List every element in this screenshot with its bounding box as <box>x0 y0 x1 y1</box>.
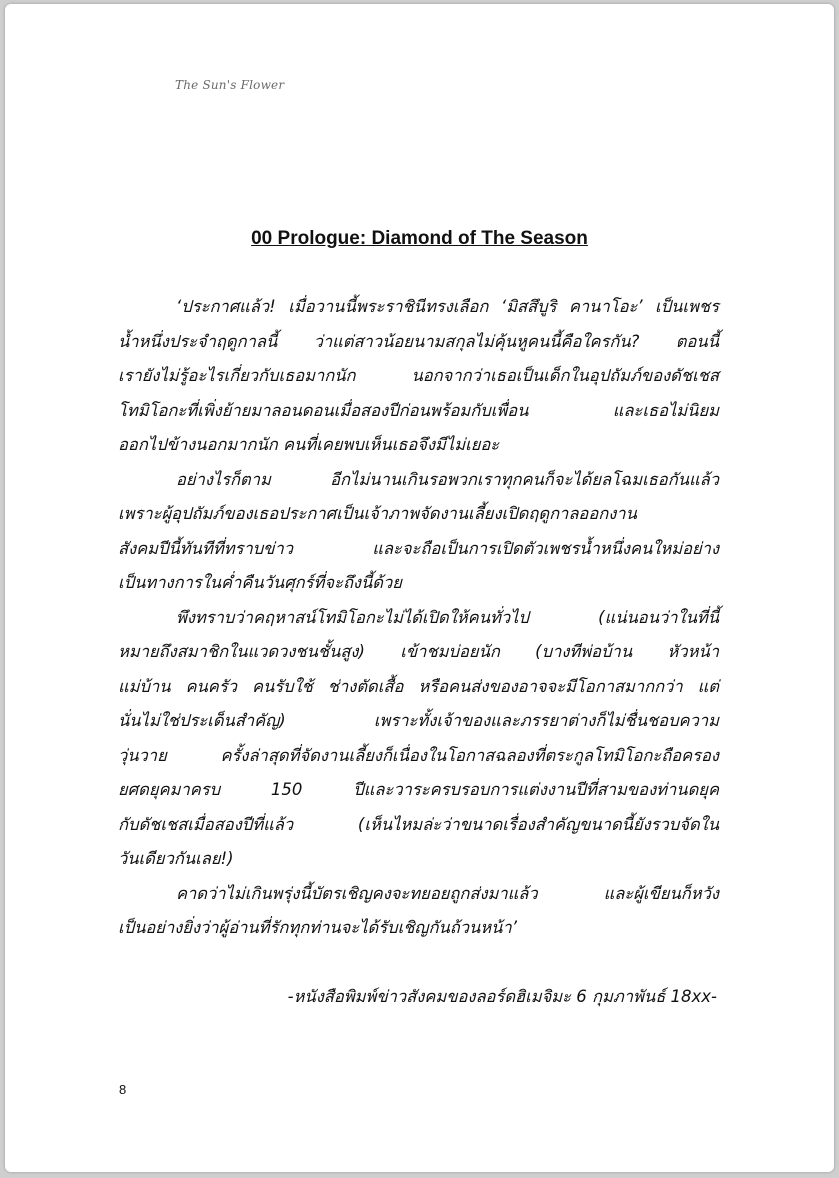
text-line: กับดัชเชสเมื่อสองปีที่แล้ว (เห็นไหมล่ะว่าขนาดเรื่องสำคัญขนาดนี้ยังรวบจัดใน <box>118 814 719 834</box>
paragraph <box>118 601 719 877</box>
text-line: น้ำหนึ่งประจำฤดูกาลนี้ ว่าแต่สาวน้อยนามสกุลไม่คุ้นหูคนนี้คือใครกัน? ตอนนี้ <box>118 331 719 351</box>
text-line: วุ่นวาย ครั้งล่าสุดที่จัดงานเลี้ยงก็เนื่องในโอกาสฉลองที่ตระกูลโทมิโอกะถือครอง <box>118 745 719 765</box>
paragraph <box>118 290 719 463</box>
body-text <box>118 290 719 946</box>
text-line: วันเดียวกันเลย!) <box>118 849 234 868</box>
chapter-title: 00 Prologue: Diamond of The Season <box>251 228 588 249</box>
text-line: แม่บ้าน คนครัว คนรับใช้ ช่างตัดเสื้อ หรือคนส่งของอาจจะมีโอกาสมากกว่า แต่ <box>118 676 719 696</box>
document-page <box>5 4 834 1172</box>
text-line: อย่างไรก็ตาม อีกไม่นานเกินรอพวกเราทุกคนก็จะได้ยลโฉมเธอกันแล้ว <box>176 469 719 489</box>
text-line: เพราะผู้อุปถัมภ์ของเธอประกาศเป็นเจ้าภาพจัดงานเลี้ยงเปิดฤดูกาลออกงาน <box>118 504 637 523</box>
paragraph <box>118 463 719 601</box>
text-line: ออกไปข้างนอกมากนัก คนที่เคยพบเห็นเธอจึงมีไม่เยอะ <box>118 435 500 454</box>
text-line: นั่นไม่ใช่ประเด็นสำคัญ) เพราะทั้งเจ้าของและภรรยาต่างก็ไม่ชื่นชอบความ <box>118 711 719 730</box>
signature-line: -หนังสือพิมพ์ข่าวสังคมของลอร์ดฮิเมจิมะ 6 กุมภาพันธ์ 18xx- <box>287 987 717 1006</box>
text-line: เป็นอย่างยิ่งว่าผู้อ่านที่รักทุกท่านจะได้รับเชิญกันถ้วนหน้า’ <box>118 918 517 937</box>
text-line: พึงทราบว่าคฤหาสน์โทมิโอกะไม่ได้เปิดให้คนทั่วไป (แน่นอนว่าในที่นี้ <box>176 607 719 627</box>
text-line: โทมิโอกะที่เพิ่งย้ายมาลอนดอนเมื่อสองปีก่อนพร้อมกับเพื่อน และเธอไม่นิยม <box>118 400 719 420</box>
text-line: ยศดยุคมาครบ 150 ปีและวาระครบรอบการแต่งงานปีที่สามของท่านดยุค <box>118 780 719 799</box>
text-line: สังคมปีนี้ทันทีที่ทราบข่าว และจะถือเป็นการเปิดตัวเพชรน้ำหนึ่งคนใหม่อย่าง <box>118 538 719 558</box>
text-line: คาดว่าไม่เกินพรุ่งนี้บัตรเชิญคงจะทยอยถูกส่งมาแล้ว และผู้เขียนก็หวัง <box>176 883 719 903</box>
paragraph <box>118 877 719 946</box>
text-line: หมายถึงสมาชิกในแวดวงชนชั้นสูง) เข้าชมบ่อยนัก (บางทีพ่อบ้าน หัวหน้า <box>118 642 719 661</box>
text-line: เรายังไม่รู้อะไรเกี่ยวกับเธอมากนัก นอกจากว่าเธอเป็นเด็กในอุปถัมภ์ของดัชเชส <box>118 366 719 385</box>
page-number: 8 <box>119 1082 127 1097</box>
header-mark: The Sun's Flower <box>175 78 285 92</box>
text-line: ‘ประกาศแล้ว! เมื่อวานนี้พระราชินีทรงเลือก ‘มิสสึบูริ คานาโอะ’ เป็นเพชร <box>176 297 719 316</box>
text-line: เป็นทางการในค่ำคืนวันศุกร์ที่จะถึงนี้ด้วย <box>118 573 402 592</box>
